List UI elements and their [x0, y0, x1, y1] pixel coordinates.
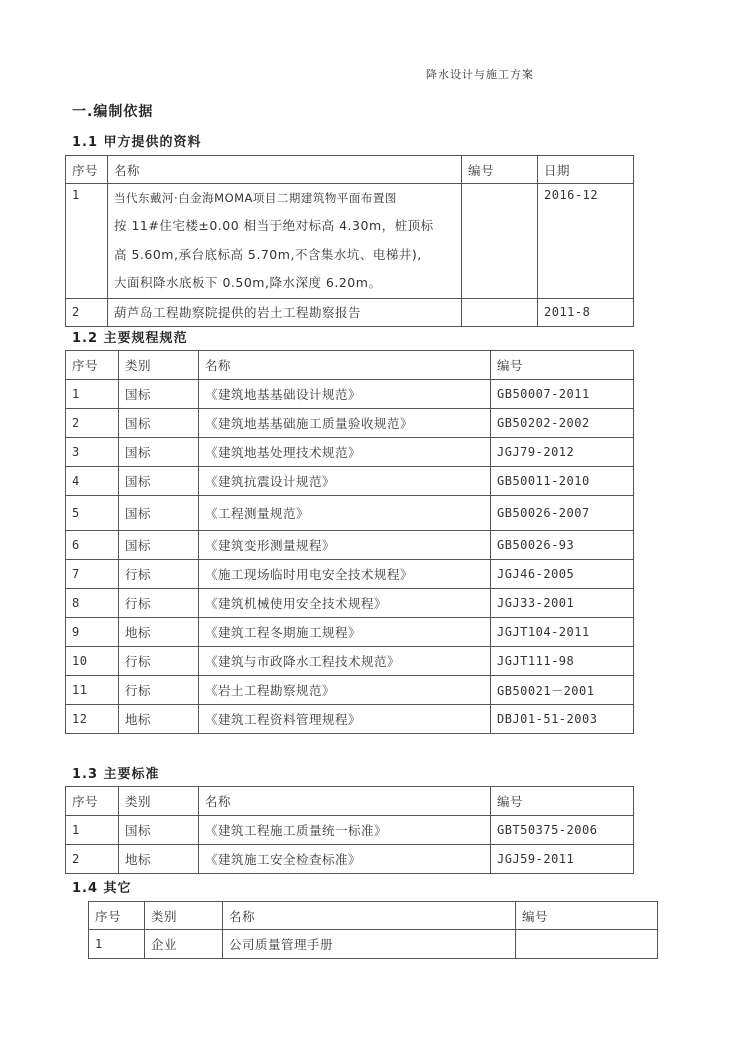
reference-name: 公司质量管理手册	[223, 930, 516, 959]
category: 国标	[119, 467, 199, 496]
table-header-row	[66, 156, 634, 184]
regulation-code: JGJT111-98	[491, 647, 634, 676]
section-heading-1-2: 1.2 主要规程规范	[72, 331, 188, 346]
category: 国标	[119, 531, 199, 560]
row-number: 2	[66, 845, 119, 874]
page-header: 降水设计与施工方案	[426, 68, 534, 81]
row-number: 3	[66, 438, 119, 467]
header-cell: 名称	[199, 351, 491, 380]
category: 企业	[145, 930, 223, 959]
table-row	[66, 618, 634, 647]
name-line: 当代东戴河·白金海MOMA项目二期建筑物平面布置图	[114, 191, 397, 205]
row-number: 11	[66, 676, 119, 705]
reference-code	[516, 930, 658, 959]
header-cell: 名称	[223, 902, 516, 930]
material-code	[462, 298, 538, 326]
table-row	[66, 298, 634, 326]
regulation-name: 《建筑工程冬期施工规程》	[199, 618, 491, 647]
name-line: 大面积降水底板下 0.50m,降水深度 6.20m。	[114, 275, 382, 290]
table-header-row	[66, 787, 634, 816]
regulation-name: 《岩土工程勘察规范》	[199, 676, 491, 705]
regulation-code: JGJT104-2011	[491, 618, 634, 647]
category: 行标	[119, 560, 199, 589]
row-number: 2	[66, 409, 119, 438]
regulation-code: JGJ79-2012	[491, 438, 634, 467]
row-number: 1	[66, 380, 119, 409]
other-references-table	[88, 901, 658, 959]
category: 国标	[119, 438, 199, 467]
header-cell: 类别	[119, 787, 199, 816]
regulation-name: 《工程测量规范》	[199, 496, 491, 531]
regulation-name: 《建筑地基处理技术规范》	[199, 438, 491, 467]
regulation-code: GB50011-2010	[491, 467, 634, 496]
row-number: 1	[89, 930, 145, 959]
category: 地标	[119, 705, 199, 734]
table-row	[66, 676, 634, 705]
header-cell: 日期	[538, 156, 634, 184]
row-number: 8	[66, 589, 119, 618]
category: 行标	[119, 647, 199, 676]
standard-name: 《建筑施工安全检查标准》	[199, 845, 491, 874]
table-row	[66, 560, 634, 589]
category: 行标	[119, 589, 199, 618]
section-heading-1-1: 1.1 甲方提供的资料	[72, 135, 202, 150]
table-row	[66, 705, 634, 734]
header-cell: 编号	[462, 156, 538, 184]
section-heading-1: 一.编制依据	[72, 104, 154, 120]
row-number: 4	[66, 467, 119, 496]
header-cell: 序号	[66, 156, 108, 184]
regulation-code: GB50007-2011	[491, 380, 634, 409]
material-code	[462, 184, 538, 299]
table-row	[66, 409, 634, 438]
material-date: 2011-8	[538, 298, 634, 326]
header-cell: 编号	[491, 351, 634, 380]
row-number: 1	[66, 184, 108, 299]
regulation-name: 《建筑地基基础设计规范》	[199, 380, 491, 409]
row-number: 1	[66, 816, 119, 845]
regulation-code: GB50202-2002	[491, 409, 634, 438]
regulation-name: 《建筑抗震设计规范》	[199, 467, 491, 496]
header-cell: 名称	[199, 787, 491, 816]
material-date: 2016-12	[538, 184, 634, 299]
row-number: 9	[66, 618, 119, 647]
row-number: 6	[66, 531, 119, 560]
table-row	[66, 531, 634, 560]
table-row	[66, 589, 634, 618]
regulation-code: GB50026-2007	[491, 496, 634, 531]
name-line: 高 5.60m,承台底标高 5.70m,不含集水坑、电梯井),	[114, 246, 422, 262]
header-cell: 序号	[66, 351, 119, 380]
material-name: 葫芦岛工程勘察院提供的岩土工程勘察报告	[108, 298, 462, 326]
header-cell: 序号	[89, 902, 145, 930]
section-heading-1-4: 1.4 其它	[72, 881, 132, 896]
regulation-name: 《建筑与市政降水工程技术规范》	[199, 647, 491, 676]
category: 地标	[119, 845, 199, 874]
table-row	[66, 816, 634, 845]
category: 行标	[119, 676, 199, 705]
regulation-name: 《建筑机械使用安全技术规程》	[199, 589, 491, 618]
header-cell: 编号	[491, 787, 634, 816]
regulation-name: 《建筑变形测量规程》	[199, 531, 491, 560]
table-row	[66, 184, 634, 299]
category: 国标	[119, 496, 199, 531]
regulation-code: GB50021－2001	[491, 676, 634, 705]
header-cell: 序号	[66, 787, 119, 816]
material-name	[108, 184, 462, 299]
row-number: 10	[66, 647, 119, 676]
row-number: 2	[66, 298, 108, 326]
row-number: 7	[66, 560, 119, 589]
standards-table	[65, 786, 634, 874]
table-header-row	[89, 902, 658, 930]
table-row	[89, 930, 658, 959]
header-cell: 编号	[516, 902, 658, 930]
header-cell: 类别	[119, 351, 199, 380]
standard-name: 《建筑工程施工质量统一标准》	[199, 816, 491, 845]
category: 国标	[119, 409, 199, 438]
table-row	[66, 467, 634, 496]
table-row	[66, 438, 634, 467]
regulation-code: JGJ33-2001	[491, 589, 634, 618]
regulation-code: GB50026-93	[491, 531, 634, 560]
regulation-name: 《施工现场临时用电安全技术规程》	[199, 560, 491, 589]
row-number: 12	[66, 705, 119, 734]
regulation-code: JGJ46-2005	[491, 560, 634, 589]
table-row	[66, 496, 634, 531]
header-cell: 类别	[145, 902, 223, 930]
regulation-name: 《建筑工程资料管理规程》	[199, 705, 491, 734]
standard-code: GBT50375-2006	[491, 816, 634, 845]
standard-code: JGJ59-2011	[491, 845, 634, 874]
section-heading-1-3: 1.3 主要标准	[72, 767, 160, 782]
regulation-code: DBJ01-51-2003	[491, 705, 634, 734]
table-row	[66, 845, 634, 874]
table-row	[66, 647, 634, 676]
table-row	[66, 380, 634, 409]
row-number: 5	[66, 496, 119, 531]
category: 地标	[119, 618, 199, 647]
client-materials-table	[65, 155, 634, 327]
regulations-table	[65, 350, 634, 734]
regulation-name: 《建筑地基基础施工质量验收规范》	[199, 409, 491, 438]
table-header-row	[66, 351, 634, 380]
header-cell: 名称	[108, 156, 462, 184]
name-line: 按 11#住宅楼±0.00 相当于绝对标高 4.30m，桩顶标	[114, 218, 434, 233]
category: 国标	[119, 380, 199, 409]
category: 国标	[119, 816, 199, 845]
